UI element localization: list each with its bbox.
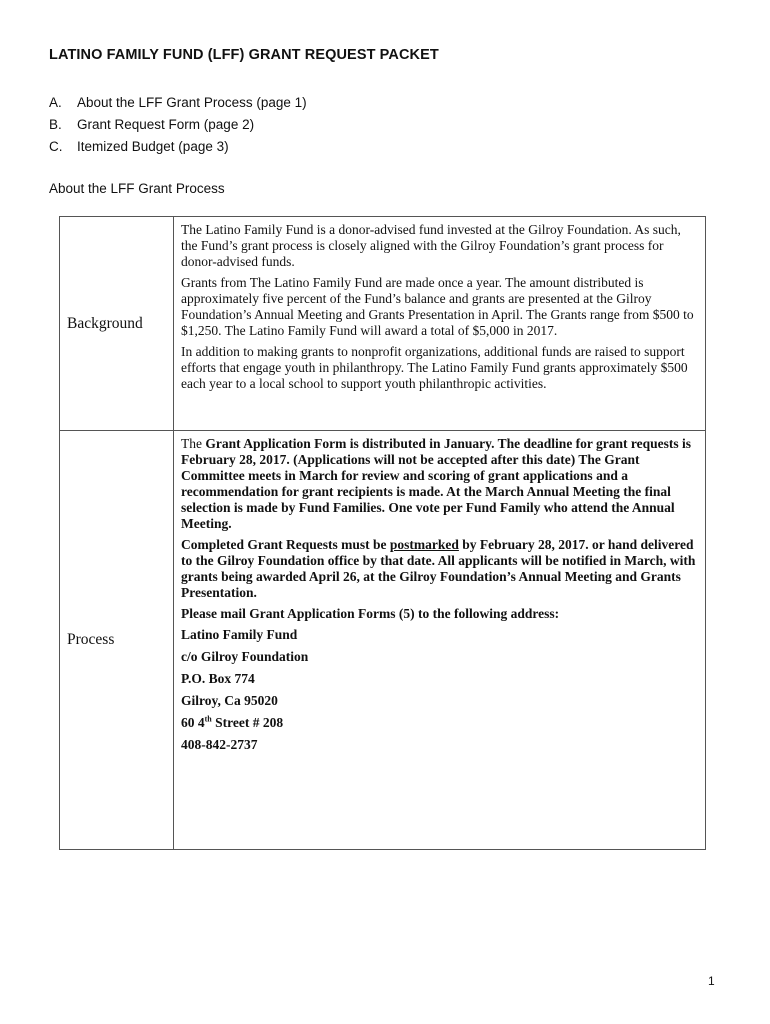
- street-suffix: th: [204, 714, 212, 724]
- toc-item-text: About the LFF Grant Process (page 1): [77, 95, 307, 110]
- street-name: Street # 208: [211, 715, 284, 730]
- document-title: LATINO FAMILY FUND (LFF) GRANT REQUEST PACKET: [49, 47, 439, 63]
- process-row: [60, 431, 706, 850]
- postmarked-underlined: postmarked: [389, 537, 459, 552]
- page-number: 1: [708, 974, 715, 988]
- toc-item-letter: B.: [49, 117, 62, 132]
- toc-item-text: Itemized Budget (page 3): [77, 139, 229, 154]
- address-street: [181, 715, 699, 731]
- background-row: [60, 217, 706, 431]
- process-paragraph-2-b: by February 28, 2017. or hand delivered to the Gilroy Foundation office by that date. All applicants will be notified in March, with grants being awarded April 26, at the Gilroy Foundation’s Annual Meeting and Grants Presentation.: [181, 537, 696, 600]
- address-line-1: Latino Family Fund: [181, 627, 298, 642]
- background-paragraph-2: Grants from The Latino Family Fund are made once a year. The amount distributed is approximately five percent of the Fund’s balance and grants are presented at the Gilroy Foundation’s Annual Meeting and Grants Presentation in April. The Grants range from $500 to $1,250. The Latino Family Fund will award a total of $5,000 in 2017.: [181, 275, 694, 338]
- process-label: Process: [60, 431, 174, 850]
- address-line-4: Gilroy, Ca 95020: [181, 693, 278, 708]
- toc-item-text: Grant Request Form (page 2): [77, 117, 255, 132]
- process-paragraph-2: [181, 537, 699, 601]
- process-paragraph-1: [181, 436, 699, 532]
- process-content: [174, 431, 706, 850]
- address-line-3: P.O. Box 774: [181, 671, 255, 686]
- phone-number: 408-842-2737: [181, 737, 258, 752]
- street-number: 60 4: [181, 715, 205, 730]
- process-paragraph-1-bold: Grant Application Form is distributed in January. The deadline for grant requests is February 28, 2017. (Applications will not be accepted after this date) The Grant Committee meets in March for review and scoring of grant applications and a recommendation for grant recipients is made. At the March Annual Meeting the final selection is made by Fund Families. One vote per Fund Family who attend the Annual Meeting.: [181, 436, 692, 531]
- background-content: [174, 217, 706, 431]
- section-heading: About the LFF Grant Process: [49, 181, 225, 196]
- process-paragraph-2-a: Completed Grant Requests must be: [181, 537, 390, 552]
- address-line-2: c/o Gilroy Foundation: [181, 649, 309, 664]
- table-of-contents: [49, 92, 307, 158]
- background-paragraph-1: The Latino Family Fund is a donor-advised fund invested at the Gilroy Foundation. As such, the Fund’s grant process is closely aligned with the Gilroy Foundation’s grant process for donor-advised funds.: [181, 222, 681, 269]
- toc-item-letter: C.: [49, 139, 63, 154]
- background-paragraph-3: In addition to making grants to nonprofit organizations, additional funds are raised to support efforts that engage youth in philanthropy. The Latino Family Fund grants approximately $500 each year to a local school to support youth philanthropic activities.: [181, 344, 688, 391]
- toc-item-letter: A.: [49, 95, 62, 110]
- background-label: Background: [60, 217, 174, 431]
- toc-item: [49, 136, 307, 158]
- mail-instruction: Please mail Grant Application Forms (5) to the following address:: [181, 606, 560, 621]
- toc-item: [49, 92, 307, 114]
- process-paragraph-1-lead: The: [181, 436, 206, 451]
- grant-process-table: [59, 216, 706, 850]
- toc-item: [49, 114, 307, 136]
